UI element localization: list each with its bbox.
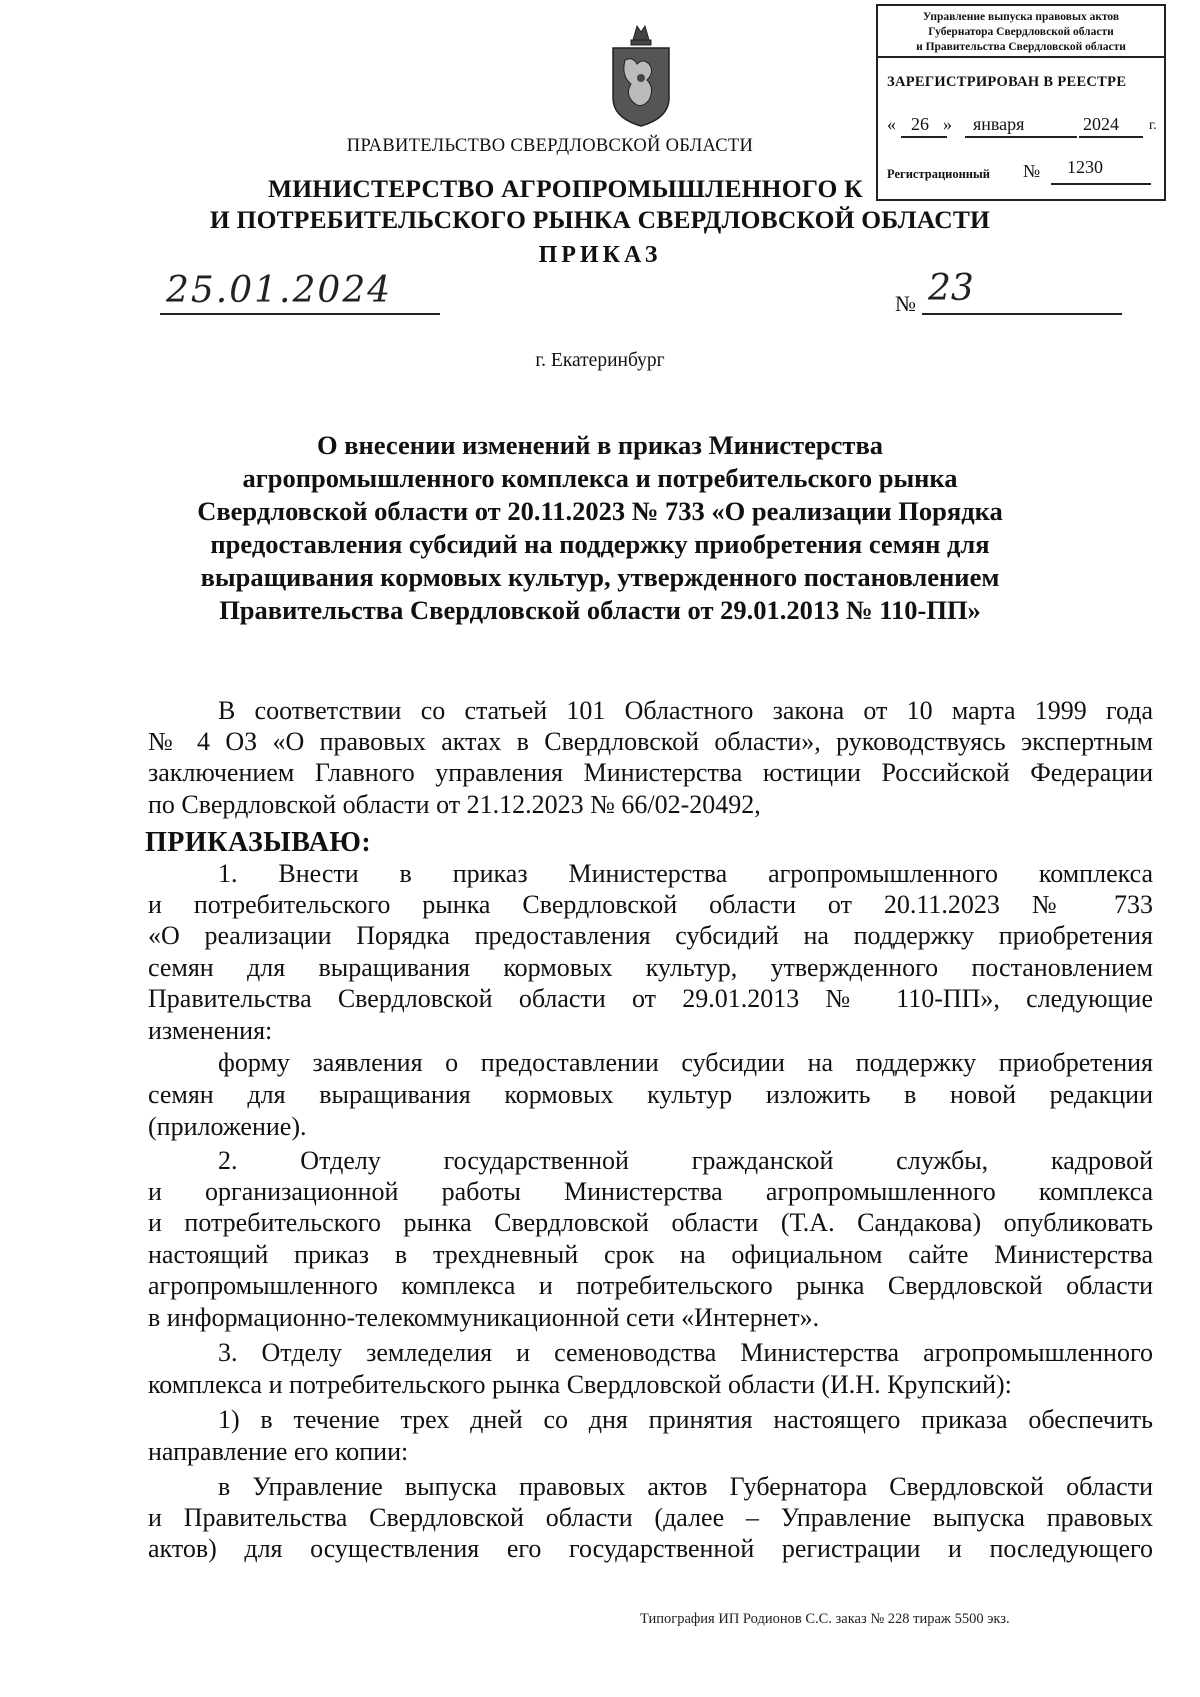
date-underline (160, 313, 440, 315)
item1-change-line: (приложение). (148, 1112, 307, 1141)
stamp-date (887, 114, 1163, 138)
order-directive: ПРИКАЗЫВАЮ: (145, 827, 372, 858)
stamp-org-line: Губернатора Свердловской области (928, 26, 1114, 38)
item1-line: «О реализации Порядка предоставления субсидий на поддержку приобретения (148, 921, 1153, 950)
stamp-quote-open: « (887, 114, 896, 134)
item3-1-line: направление его копии: (148, 1437, 409, 1466)
item3-1-a-line: и Правительства Свердловской области (далее – Управление выпуска правовых (148, 1503, 1153, 1532)
stamp-reg-label: Регистрационный (887, 167, 990, 181)
stamp-reg-number-row (887, 157, 1163, 187)
item2-line: агропромышленного комплекса и потребительского рынка Свердловской области (148, 1271, 1153, 1300)
subject-line: Правительства Свердловской области от 29.01.2013 № 110-ПП» (219, 595, 981, 625)
item3-line: комплекса и потребительского рынка Свердловской области (И.Н. Крупский): (148, 1370, 1012, 1399)
subject-line: выращивания кормовых культур, утвержденного постановлением (200, 562, 1000, 592)
item1-line: изменения: (148, 1016, 273, 1045)
printing-footer: Типография ИП Родионов С.С. заказ № 228 тираж 5500 экз. (640, 1611, 1010, 1627)
item1-change-line: семян для выращивания кормовых культур изложить в новой редакции (148, 1080, 1153, 1109)
item3-line: 3. Отделу земледелия и семеноводства Министерства агропромышленного (218, 1338, 1153, 1367)
item1-line: Правительства Свердловской области от 29.01.2013 № 110-ПП», следующие (148, 984, 1153, 1013)
stamp-reg-number: 1230 (1067, 157, 1103, 177)
subject-line: Свердловской области от 20.11.2023 № 733 «О реализации Порядка (197, 496, 1003, 526)
item1-line: и потребительского рынка Свердловской области от 20.11.2023 № 733 (148, 890, 1153, 919)
preamble-line: В соответствии со статьей 101 Областного закона от 10 марта 1999 года (218, 696, 1153, 725)
item2-line: в информационно-телекоммуникационной сети «Интернет». (148, 1303, 820, 1332)
document-type: ПРИКАЗ (538, 242, 662, 268)
number-sign: № (895, 291, 916, 316)
item2-line: 2. Отделу государственной гражданской службы, кадровой (218, 1146, 1153, 1175)
government-name: ПРАВИТЕЛЬСТВО СВЕРДЛОВСКОЙ ОБЛАСТИ (346, 136, 754, 156)
stamp-org-line: и Правительства Свердловской области (916, 41, 1126, 53)
stamp-num-sign: № (1023, 161, 1041, 181)
subject-line: агропромышленного комплекса и потребительского рынка (242, 463, 958, 493)
item1-change-line: форму заявления о предоставлении субсидии на поддержку приобретения (218, 1048, 1153, 1077)
coat-of-arms-emblem (603, 18, 679, 128)
item1-line: 1. Внести в приказ Министерства агропромышленного комплекса (218, 859, 1153, 888)
item1-line: семян для выращивания кормовых культур, утвержденного постановлением (148, 953, 1153, 982)
item2-line: настоящий приказ в трехдневный срок на официальном сайте Министерства (148, 1240, 1153, 1269)
item2-line: и потребительского рынка Свердловской области (Т.А. Сандакова) опубликовать (148, 1208, 1153, 1237)
item3-1-line: 1) в течение трех дней со дня принятия настоящего приказа обеспечить (218, 1405, 1153, 1434)
ministry-name-line2: И ПОТРЕБИТЕЛЬСКОГО РЫНКА СВЕРДЛОВСКОЙ ОБЛАСТИ (209, 205, 991, 234)
stamp-month: января (973, 114, 1025, 134)
ministry-name-line1: МИНИСТЕРСТВО АГРОПРОМЫШЛЕННОГО К (268, 174, 863, 203)
stamp-registered-label: ЗАРЕГИСТРИРОВАН В РЕЕСТРЕ (887, 74, 1127, 90)
stamp-organization (878, 6, 1164, 58)
stamp-year-suffix: г. (1149, 118, 1157, 133)
stamp-year: 2024 (1083, 114, 1119, 134)
city: г. Екатеринбург (535, 350, 665, 371)
registration-stamp (876, 4, 1166, 201)
stamp-number-underline (1051, 183, 1151, 185)
preamble-line: заключением Главного управления Министерства юстиции Российской Федерации (148, 758, 1153, 787)
preamble-line: № 4 ОЗ «О правовых актах в Свердловской области», руководствуясь экспертным (148, 727, 1153, 756)
handwritten-date: 25.01.2024 (166, 270, 393, 311)
item3-1-a-line: в Управление выпуска правовых актов Губернатора Свердловской области (218, 1472, 1153, 1501)
item2-line: и организационной работы Министерства агропромышленного комплекса (148, 1177, 1153, 1206)
number-underline (922, 313, 1122, 315)
stamp-org-line: Управление выпуска правовых актов (922, 11, 1120, 23)
stamp-day: 26 (911, 114, 929, 134)
item3-1-a-line: актов) для осуществления его государственной регистрации и последующего (148, 1534, 1153, 1563)
handwritten-number: 23 (928, 268, 974, 309)
subject-line: предоставления субсидий на поддержку приобретения семян для (210, 529, 990, 559)
stamp-quote-close: » (943, 114, 952, 134)
preamble-line: по Свердловской области от 21.12.2023 № 66/02-20492, (148, 790, 761, 819)
subject-line: О внесении изменений в приказ Министерства (316, 430, 884, 460)
